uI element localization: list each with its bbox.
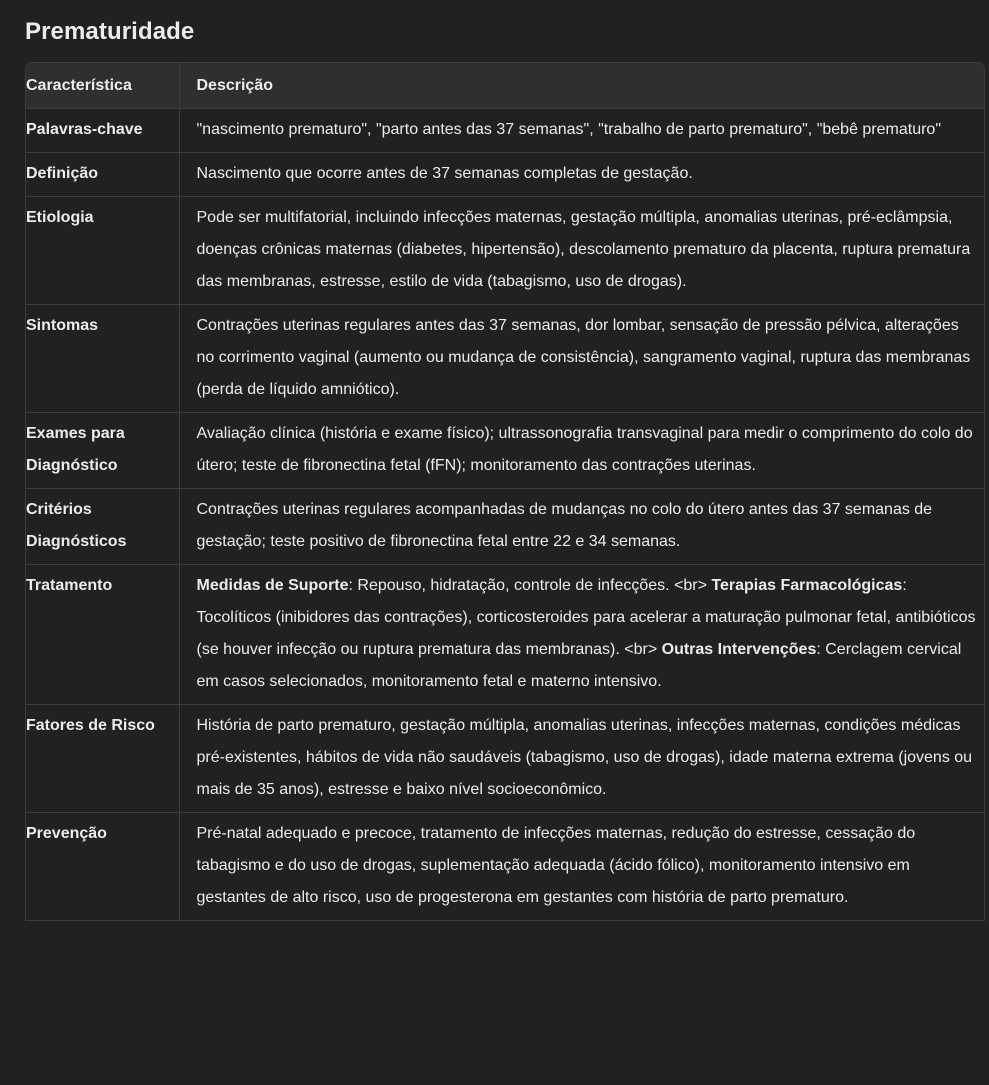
row-value: Contrações uterinas regulares acompanhadas de mudanças no colo do útero antes das 37 semanas de gestação; teste positivo de fibronectina fetal entre 22 e 34 semanas. — [179, 489, 984, 565]
row-value: Nascimento que ocorre antes de 37 semanas completas de gestação. — [179, 153, 984, 197]
table-row — [26, 813, 984, 921]
table-row — [26, 413, 984, 489]
row-key: Definição — [26, 153, 179, 197]
row-key: Etiologia — [26, 197, 179, 305]
info-table — [26, 63, 984, 921]
table-row — [26, 153, 984, 197]
row-value: História de parto prematuro, gestação múltipla, anomalias uterinas, infecções maternas, condições médicas pré-existentes, hábitos de vida não saudáveis (tabagismo, uso de drogas), idade materna extrema (jovens ou mais de 35 anos), estresse e baixo nível socioeconômico. — [179, 705, 984, 813]
row-value: Contrações uterinas regulares antes das 37 semanas, dor lombar, sensação de pressão pélvica, alterações no corrimento vaginal (aumento ou mudança de consistência), sangramento vaginal, ruptura das membranas (perda de líquido amniótico). — [179, 305, 984, 413]
description-text: : Repouso, hidratação, controle de infecções. <br> — [348, 577, 712, 594]
bold-term: Medidas de Suporte — [196, 577, 349, 594]
info-table-container — [25, 62, 985, 921]
row-key: Palavras-chave — [26, 109, 179, 153]
table-row — [26, 197, 984, 305]
row-key: Exames para Diagnóstico — [26, 413, 179, 489]
page-title: Prematuridade — [25, 18, 195, 45]
description-text: : Tocolíticos (inibidores das contrações), corticosteroides para acelerar a maturação pulmonar fetal, antibióticos (se houver infecção ou ruptura prematura das membranas). <br> — [196, 577, 976, 658]
column-header-caracteristica: Característica — [26, 63, 179, 109]
row-key: Critérios Diagnósticos — [26, 489, 179, 565]
table-row — [26, 489, 984, 565]
table-row — [26, 565, 984, 705]
table-row — [26, 109, 984, 153]
description-text: : Cerclagem cervical em casos selecionados, monitoramento fetal e materno intensivo. — [196, 641, 962, 690]
row-value: Pré-natal adequado e precoce, tratamento de infecções maternas, redução do estresse, cessação do tabagismo e do uso de drogas, suplementação adequada (ácido fólico), monitoramento intensivo em gestantes de alto risco, uso de progesterona em gestantes com história de parto prematuro. — [179, 813, 984, 921]
row-value: Pode ser multifatorial, incluindo infecções maternas, gestação múltipla, anomalias uterinas, pré-eclâmpsia, doenças crônicas maternas (diabetes, hipertensão), descolamento prematuro da placenta, ruptura prematura das membranas, estresse, estilo de vida (tabagismo, uso de drogas). — [179, 197, 984, 305]
table-row — [26, 305, 984, 413]
bold-term: Outras Intervenções — [661, 641, 817, 658]
column-header-descricao: Descrição — [179, 63, 984, 109]
row-key: Tratamento — [26, 565, 179, 705]
row-key: Prevenção — [26, 813, 179, 921]
row-key: Sintomas — [26, 305, 179, 413]
row-key: Fatores de Risco — [26, 705, 179, 813]
table-header-row — [26, 63, 984, 109]
bold-term: Terapias Farmacológicas — [711, 577, 903, 594]
table-row — [26, 705, 984, 813]
row-value: Avaliação clínica (história e exame físico); ultrassonografia transvaginal para medir o comprimento do colo do útero; teste de fibronectina fetal (fFN); monitoramento das contrações uterinas. — [179, 413, 984, 489]
row-value — [179, 565, 984, 705]
row-value: "nascimento prematuro", "parto antes das 37 semanas", "trabalho de parto prematuro", "bebê prematuro" — [179, 109, 984, 153]
